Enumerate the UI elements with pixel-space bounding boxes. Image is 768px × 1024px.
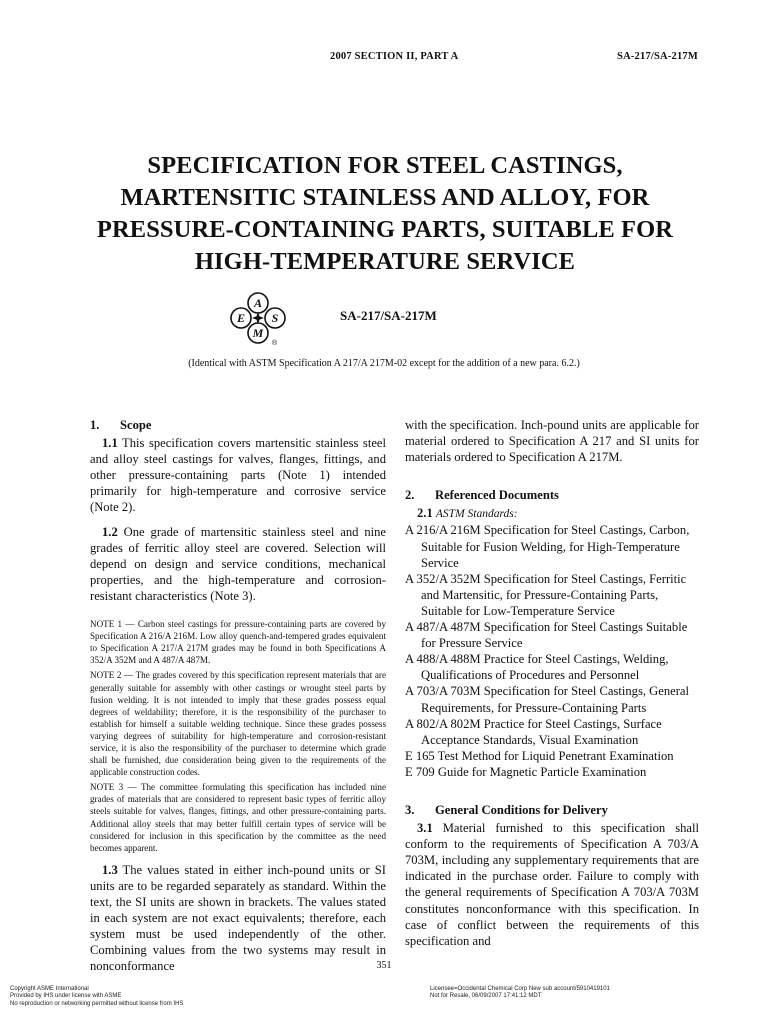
page-number: 351 bbox=[376, 960, 392, 971]
paragraph-text: This specification covers martensitic stainless steel and alloy steel castings for valves, flanges, fittings, and other pressure-containing parts (Note 1) intended primarily for high-temperature and corrosive service (Note 2). bbox=[90, 436, 386, 515]
footer-line: Licensee=Occidental Chemical Corp New sub account/5910419101 bbox=[430, 986, 610, 992]
reference-item: A 802/A 802M Practice for Steel Castings, Surface Acceptance Standards, Visual Examination bbox=[405, 716, 662, 747]
paragraph-text: One grade of martensitic stainless steel and nine grades of ferritic alloy steel are covered. Selection will depend on design and service conditions, mechanical properties, and the high-temperature and corrosion-resistant characteristics (Note 3). bbox=[90, 524, 386, 603]
paragraph-text: Material furnished to this specification shall conform to the requirements of Specification A 703/A 703M, including any supplementary requirements that are indicated in the purchase order. Failure to comply with the general requirements of Specification A 703/A 703M constitutes nonconformance with this specification. In case of conflict between the requirements of this specification and bbox=[405, 821, 699, 948]
logo-letter: M bbox=[252, 326, 264, 340]
registered-mark: ® bbox=[272, 340, 278, 346]
paragraph-1-2 bbox=[90, 524, 386, 604]
astm-standards-label bbox=[405, 505, 699, 522]
section-title: Referenced Documents bbox=[435, 488, 559, 503]
note-1: NOTE 1 — Carbon steel castings for pressure-containing parts are covered by Specification A 216/A 216M. Low alloy quench-and-tempered grades equivalent to Specification A 217/A 217M grades may be found in both Specifications A 352/A 352M and A 487/A 487M. bbox=[90, 619, 386, 666]
section-heading-referenced-documents bbox=[405, 487, 699, 503]
subheading: ASTM Standards: bbox=[435, 508, 518, 521]
section-number: 3. bbox=[405, 802, 415, 817]
section-heading-general-conditions bbox=[405, 802, 699, 818]
footer-line: Copyright ASME International bbox=[10, 986, 89, 992]
footer-line: Provided by IHS under license with ASME bbox=[10, 993, 122, 1000]
section-number: 2. bbox=[405, 488, 415, 503]
paragraph-number: 1.2 bbox=[102, 524, 118, 539]
section-number: 1. bbox=[90, 418, 100, 432]
section-heading-scope bbox=[90, 417, 386, 433]
footer-right bbox=[430, 986, 610, 1001]
asme-seal-icon bbox=[228, 290, 288, 346]
section-title: General Conditions for Delivery bbox=[435, 802, 608, 817]
logo-letter: E bbox=[236, 311, 246, 325]
designation: SA-217/SA-217M bbox=[340, 308, 437, 323]
reference-item: A 352/A 352M Specification for Steel Castings, Ferritic and Martensitic, for Pressure-Containing Parts, Suitable for Low-Temperature Service bbox=[405, 571, 687, 618]
reference-item: E 165 Test Method for Liquid Penetrant Examination bbox=[405, 748, 674, 763]
paragraph-number: 3.1 bbox=[417, 821, 433, 836]
footer-line: Not for Resale, 06/09/2007 17:41:12 MDT bbox=[430, 993, 542, 1000]
identical-note: (Identical with ASTM Specification A 217/A 217M-02 except for the addition of a new para. 6.2.) bbox=[188, 358, 580, 369]
running-header-left: 2007 SECTION II, PART A bbox=[330, 51, 459, 62]
reference-item: A 488/A 488M Practice for Steel Castings, Welding, Qualifications of Procedures and Personnel bbox=[405, 652, 669, 683]
title-line: MARTENSITIC STAINLESS AND ALLOY, FOR bbox=[120, 184, 650, 211]
title-line: SPECIFICATION FOR STEEL CASTINGS, bbox=[147, 152, 623, 179]
paragraph-1-3 bbox=[90, 862, 386, 975]
title-line: PRESSURE-CONTAINING PARTS, SUITABLE FOR bbox=[96, 216, 674, 243]
logo-letter: A bbox=[253, 296, 263, 310]
paragraph-number: 1.1 bbox=[102, 436, 118, 451]
reference-item: A 216/A 216M Specification for Steel Castings, Carbon, Suitable for Fusion Welding, for High-Temperature Service bbox=[405, 523, 690, 570]
paragraph-1-1 bbox=[90, 435, 386, 515]
paragraph-1-3-continued: with the specification. Inch-pound units are applicable for material ordered to Specification A 217 and SI units for materials ordered to Specification A 217M. bbox=[405, 418, 699, 465]
reference-item: A 703/A 703M Specification for Steel Castings, General Requirements, for Pressure-Containing Parts bbox=[405, 684, 690, 715]
note-3: NOTE 3 — The committee formulating this specification has included nine grades of materials that are considered to represent basic types of ferritic alloy steels suitable for valves, flanges, fittings, and other pressure-containing parts. Additional alloy steels that may better fulfill certain types of service will be considered for inclusion in this specification by the committee as the need becomes apparent. bbox=[90, 782, 386, 853]
title-line: HIGH-TEMPERATURE SERVICE bbox=[194, 248, 576, 275]
document-title bbox=[60, 150, 710, 278]
section-title: Scope bbox=[120, 418, 152, 432]
right-column bbox=[405, 417, 699, 949]
footer-line: No reproduction or networking permitted without license from IHS bbox=[10, 1000, 184, 1007]
footer-left bbox=[10, 986, 183, 1008]
left-column bbox=[90, 417, 386, 974]
reference-item: A 487/A 487M Specification for Steel Castings Suitable for Pressure Service bbox=[405, 620, 688, 651]
reference-item: E 709 Guide for Magnetic Particle Examination bbox=[405, 764, 647, 779]
note-2: NOTE 2 — The grades covered by this specification represent materials that are generally suitable for assembly with other castings or wrought steel parts by fusion welding. It is not intended to imply that these grades possess equal degrees of weldability; therefore, it is the responsibility of the purchaser to establish for himself a suitable welding technique. Since these grades possess varying degrees of suitability for high-temperature and corrosion-resistant service, it is also the responsibility of the purchaser to determine which grade shall be furnished, due consideration being given to the requirements of the applicable construction codes. bbox=[90, 670, 386, 778]
paragraph-number: 2.1 bbox=[417, 506, 433, 521]
paragraph-number: 1.3 bbox=[102, 862, 118, 877]
logo-letter: S bbox=[271, 311, 279, 325]
running-header-right: SA-217/SA-217M bbox=[617, 51, 698, 62]
paragraph-3-1 bbox=[405, 820, 699, 949]
paragraph-text: The values stated in either inch-pound units or SI units are to be regarded separately as standard. Within the text, the SI units are shown in brackets. The values stated in each system are not exact equivalents; therefore, each system must be used independently of the other. Combining values from the two systems may result in nonconformance bbox=[90, 862, 386, 974]
